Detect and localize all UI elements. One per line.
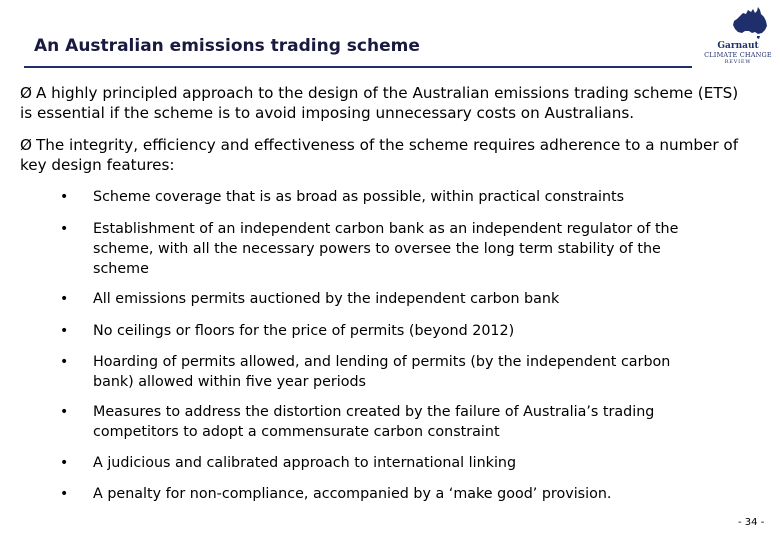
logo-text-climate-change: CLIMATE CHANGE [704,51,772,59]
bullet-icon: • [60,291,69,307]
list-item-text: Measures to address the distortion created by the failure of Australia’s trading competitors to adopt a commensurate carbon constraint [93,404,655,440]
paragraph-1-text: A highly principled approach to the design of the Australian emissions trading scheme (ETS) is essential if the scheme is to avoid imposing unnecessary costs on Australians. [20,84,739,122]
slide-title: An Australian emissions trading scheme [34,36,420,56]
bullet-icon: • [60,486,69,502]
list-item-text: All emissions permits auctioned by the independent carbon bank [93,291,560,307]
page-number: - 34 - [738,517,765,528]
logo-text-garnaut: Garnaut [717,41,759,51]
list-item-text: Hoarding of permits allowed, and lending of permits (by the independent carbon bank) allowed within five year periods [93,354,671,390]
arrow-bullet-icon: Ø [20,84,32,102]
paragraph-2 [20,135,740,175]
logo-text-review: REVIEW [724,59,752,65]
list-item-text: A penalty for non-compliance, accompanied by a ‘make good’ provision. [93,486,612,502]
bullet-icon: • [60,323,69,339]
list-item-text: No ceilings or floors for the price of permits (beyond 2012) [93,323,515,339]
bullet-icon: • [60,455,69,471]
garnaut-logo [700,4,776,68]
bullet-icon: • [60,189,69,205]
bullet-icon: • [60,354,69,370]
paragraph-1 [20,83,740,123]
paragraph-2-text: The integrity, efficiency and effectiveness of the scheme requires adherence to a number of key design features: [20,136,739,174]
bullet-icon: • [60,404,69,420]
arrow-bullet-icon: Ø [20,136,32,154]
list-item-text: Establishment of an independent carbon bank as an independent regulator of the scheme, with all the necessary powers to oversee the long term stability of the scheme [93,221,679,277]
title-divider [24,66,692,68]
list-item-text: A judicious and calibrated approach to international linking [93,455,517,471]
bullet-icon: • [60,221,69,237]
australia-map-icon [730,4,770,40]
list-item-text: Scheme coverage that is as broad as possible, within practical constraints [93,189,625,205]
